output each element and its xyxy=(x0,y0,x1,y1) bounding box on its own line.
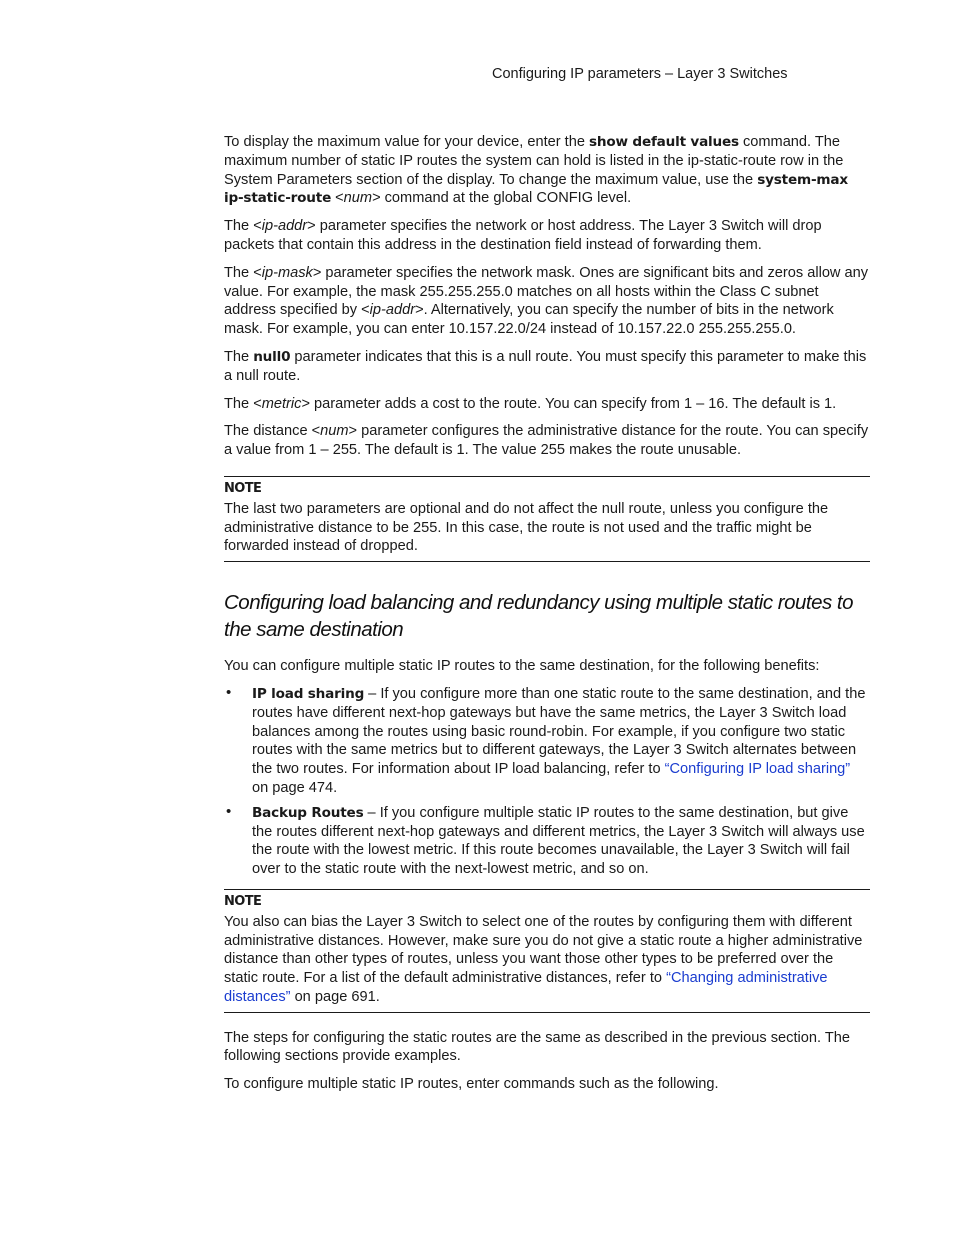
bullet-icon: • xyxy=(226,683,232,701)
note-text: The last two parameters are optional and do not affect the null route, unless you configure the administrative distance to be 255. In this case, the route is not used and the traffic might be forwarded instead of dropped. xyxy=(224,500,829,555)
command-system-max: system-max ip-static-route xyxy=(224,171,848,207)
paragraph-distance: The distance <num> parameter configures the administrative distance for the route. You can specify a value from 1 – 255. The default is 1. The value 255 makes the route unusable. xyxy=(224,423,869,459)
command-show-default-values: show default values xyxy=(589,134,739,150)
paragraph-steps: The steps for configuring the static routes are the same as described in the previous section. The following sections provide examples. xyxy=(224,1029,850,1065)
command-null0: null0 xyxy=(253,348,291,365)
note-label: NOTE xyxy=(224,893,262,909)
variable-num: num xyxy=(320,423,349,440)
benefits-list xyxy=(224,685,870,879)
running-header: Configuring IP parameters – Layer 3 Switches xyxy=(492,66,788,82)
term-ip-load-sharing: IP load sharing xyxy=(252,685,365,702)
section-intro: You can configure multiple static IP routes to the same destination, for the following benefits: xyxy=(224,658,820,675)
variable-ip-addr: ip-addr xyxy=(369,302,416,319)
note-label: NOTE xyxy=(224,480,262,496)
page-body xyxy=(224,133,870,1103)
note-text: You also can bias the Layer 3 Switch to select one of the routes by configuring them with different administrative distances. However, make sure you do not give a static route a higher administrative distance than other types of routes, unless you want those other types to be preferred over the static route. For a list of the default administrative distances, refer to “Changing administrative distances” on page 691. xyxy=(224,913,863,1005)
note-box-null-route xyxy=(224,476,870,562)
list-item-backup-routes: • Backup Routes – If you configure multiple static IP routes to the same destination, but give the routes different next-hop gateways and different metrics, the Layer 3 Switch will always use the route with the lowest metric. If this route becomes unavailable, the Layer 3 Switch will fail over to the static route with the next-lowest metric, and so on. xyxy=(226,802,865,878)
note-box-admin-distance xyxy=(224,889,870,1013)
paragraph-ip-addr: The <ip-addr> parameter specifies the network or host address. The Layer 3 Switch will drop packets that contain this address in the destination field instead of forwarding them. xyxy=(224,218,822,253)
list-item-ip-load-sharing: • IP load sharing – If you configure more than one static route to the same destination, and the routes have different next-hop gateways but have the same metrics, the Layer 3 Switch load balances among the routes using basic round-robin. For example, if you configure two static routes with the same metrics but to different gateways, the Layer 3 Switch alternates between the two routes. For information about IP load balancing, refer to “Configuring IP load sharing” on page 474. xyxy=(226,683,866,796)
variable-metric: metric xyxy=(261,395,302,412)
variable-ip-mask: ip-mask xyxy=(261,264,313,281)
bullet-icon: • xyxy=(226,802,232,820)
link-changing-administrative-distances[interactable]: “Changing administrative distances” xyxy=(224,970,828,1005)
paragraph-ip-mask: The <ip-mask> parameter specifies the network mask. Ones are significant bits and zeros allow any value. For example, the mask 255.255.255.0 matches on all hosts within the Class C subnet address specified by <ip-addr>. Alternatively, you can specify the number of bits in the network mask. For example, you can enter 10.157.22.0/24 instead of 10.157.22.0 255.255.255.0. xyxy=(224,264,869,338)
variable-ip-addr: ip-addr xyxy=(261,218,308,235)
paragraph-configure-commands: To configure multiple static IP routes, enter commands such as the following. xyxy=(224,1076,719,1093)
paragraph-null0: The null0 parameter indicates that this is a null route. You must specify this parameter to make this a null route. xyxy=(224,348,867,384)
link-configuring-ip-load-sharing[interactable]: “Configuring IP load sharing” xyxy=(664,761,851,778)
section-heading: Configuring load balancing and redundancy using multiple static routes to the same destination xyxy=(224,591,854,642)
term-backup-routes: Backup Routes xyxy=(252,804,364,821)
paragraph-metric: The <metric> parameter adds a cost to the route. You can specify from 1 – 16. The default is 1. xyxy=(224,395,837,412)
variable-num: num xyxy=(343,190,373,207)
paragraph-max-static-routes: To display the maximum value for your device, enter the show default values command. The maximum number of static IP routes the system can hold is listed in the ip-static-route row in the System Parameters section of the display. To change the maximum value, use the system-max ip-static-route <num> command at the global CONFIG level. xyxy=(224,134,848,207)
